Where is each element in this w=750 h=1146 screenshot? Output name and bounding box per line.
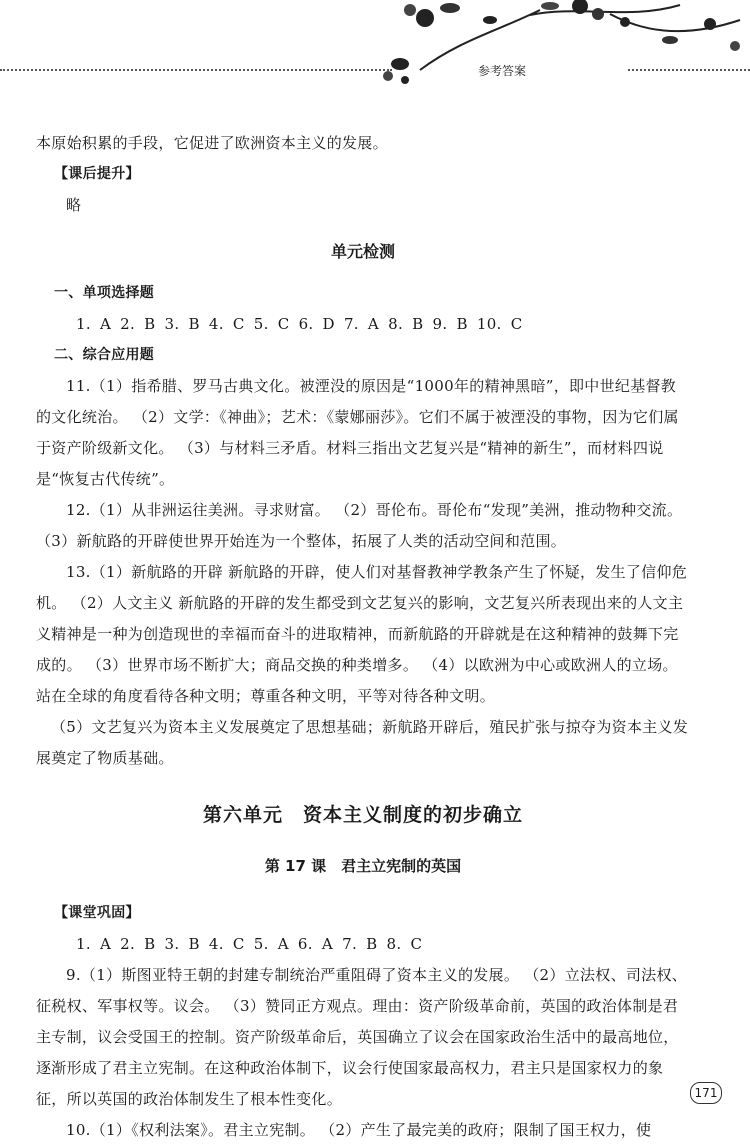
page-body [36,128,690,1146]
question-12: 12.（1）从非洲运往美洲。寻求财富。 （2）哥伦布。哥伦布“发现”美洲，推动物种交流。 （3）新航路的开辟使世界开始连为一个整体，拓展了人类的活动空间和范围。 [36,501,683,550]
section-multiple-choice: 一、单项选择题 [54,285,155,301]
unit-test-answers: 1. A 2. B 3. B 4. C 5. C 6. D 7. A 8. B 9. B 10. C [76,315,523,333]
section-application: 二、综合应用题 [54,347,155,363]
header-label: 参考答案 [478,64,527,78]
floral-branch-decoration [380,0,750,96]
classroom-tag: 【课堂巩固】 [54,905,140,921]
question-13-part-5: （5）文艺复兴为资本主义发展奠定了思想基础；新航路开辟后，殖民扩张与掠夺为资本主义发展奠定了物质基础。 [36,718,689,767]
header-dotted-rule-right [628,69,750,71]
question-10: 10.（1）《权利法案》。君主立宪制。 （2）产生了最完美的政府；限制了国王权力，使 [66,1121,652,1139]
unit-test-title: 单元检测 [330,242,395,261]
unit-six-title: 第六单元 资本主义制度的初步确立 [202,804,523,826]
question-11: 11.（1）指希腊、罗马古典文化。被湮没的原因是“1000年的精神黑暗”，即中世纪基督教的文化统治。 （2）文学：《神曲》；艺术：《蒙娜丽莎》。它们不属于被湮没的事物，因为它们属于资产阶级新文化。 （3）与材料三矛盾。材料三指出文艺复兴是“精神的新生”，而材料四说是“恢复古代传统”。 [36,377,679,488]
lesson-17-title: 第 17 课 君主立宪制的英国 [264,857,462,875]
after-class-text: 略 [66,196,82,214]
lesson-17-answers: 1. A 2. B 3. B 4. C 5. A 6. A 7. B 8. C [76,935,423,953]
question-13: 13.（1）新航路的开辟 新航路的开辟，使人们对基督教神学教条产生了怀疑，发生了信仰危机。 （2）人文主义 新航路的开辟的发生都受到文艺复兴的影响，文艺复兴所表现出来的人文主义精神是一种为创造现世的幸福而奋斗的进取精神，而新航路的开辟就是在这种精神的鼓舞下完成的。 （3）世界市场不断扩大；商品交换的种类增多。 （4）以欧洲为中心或欧洲人的立场。站在全球的角度看待各种文明；尊重各种文明，平等对待各种文明。 [36,563,688,705]
question-9: 9.（1）斯图亚特王朝的封建专制统治严重阻碍了资本主义的发展。 （2）立法权、司法权、征税权、军事权等。议会。 （3）赞同正方观点。理由：资产阶级革命前，英国的政治体制是君主专制，议会受国王的控制。资产阶级革命后，英国确立了议会在国家政治生活中的最高地位，逐渐形成了君主立宪制。在这种政治体制下，议会行使国家最高权力，君主只是国家权力的象征，所以英国的政治体制发生了根本性变化。 [36,966,688,1108]
intro-line: 本原始积累的手段，它促进了欧洲资本主义的发展。 [36,134,388,152]
after-class-tag: 【课后提升】 [54,166,140,182]
header-dotted-rule-left [0,69,392,71]
page-number: 171 [690,1082,722,1104]
